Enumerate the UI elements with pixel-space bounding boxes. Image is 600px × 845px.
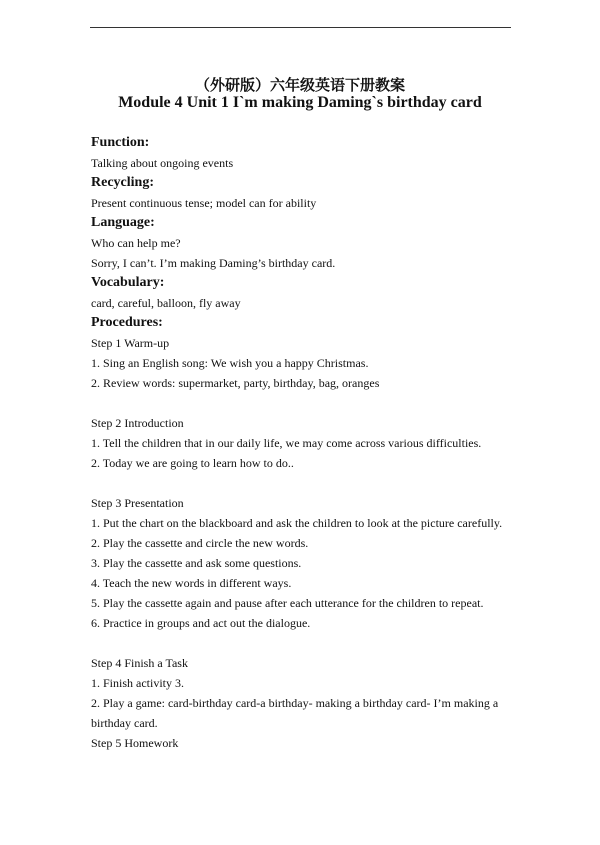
lesson-plan-body (91, 133, 511, 753)
step2-item: 1. Tell the children that in our daily life, we may come across various difficulties. (91, 436, 482, 450)
step4-item: 2. Play a game: card-birthday card-a birthday- making a birthday card- I’m making a birthday card. (91, 696, 499, 730)
vocabulary-heading: Vocabulary: (91, 275, 165, 290)
step4-title: Step 4 Finish a Task (91, 656, 188, 670)
function-text: Talking about ongoing events (91, 156, 234, 170)
section-spacer (91, 633, 511, 653)
step4-item: 1. Finish activity 3. (91, 676, 184, 690)
step3-item: 6. Practice in groups and act out the dialogue. (91, 616, 311, 630)
step1-title: Step 1 Warm-up (91, 336, 170, 350)
vocabulary-text: card, careful, balloon, fly away (91, 296, 241, 310)
step1-item: 2. Review words: supermarket, party, birthday, bag, oranges (91, 376, 380, 390)
step3-title: Step 3 Presentation (91, 496, 184, 510)
step3-item: 3. Play the cassette and ask some questions. (91, 556, 302, 570)
function-heading: Function: (91, 135, 150, 150)
header-rule (90, 27, 511, 28)
step5-title: Step 5 Homework (91, 736, 179, 750)
section-spacer (91, 393, 511, 413)
step3-item: 1. Put the chart on the blackboard and ask the children to look at the picture carefully. (91, 516, 503, 530)
language-heading: Language: (91, 215, 155, 230)
step2-item: 2. Today we are going to learn how to do.. (91, 456, 294, 470)
step3-item: 5. Play the cassette again and pause after each utterance for the children to repeat. (91, 596, 484, 610)
recycling-heading: Recycling: (91, 175, 154, 190)
step2-title: Step 2 Introduction (91, 416, 184, 430)
language-line: Sorry, I can’t. I’m making Daming’s birthday card. (91, 256, 336, 270)
procedures-heading: Procedures: (91, 315, 163, 330)
step3-item: 2. Play the cassette and circle the new words. (91, 536, 309, 550)
language-line: Who can help me? (91, 236, 181, 250)
recycling-text: Present continuous tense; model can for ability (91, 196, 317, 210)
step1-item: 1. Sing an English song: We wish you a happy Christmas. (91, 356, 369, 370)
step3-item: 4. Teach the new words in different ways. (91, 576, 292, 590)
document-title-english: Module 4 Unit 1 I`m making Daming`s birthday card (118, 94, 482, 111)
document-title-chinese: （外研版）六年级英语下册教案 (194, 76, 405, 94)
section-spacer (91, 473, 511, 493)
